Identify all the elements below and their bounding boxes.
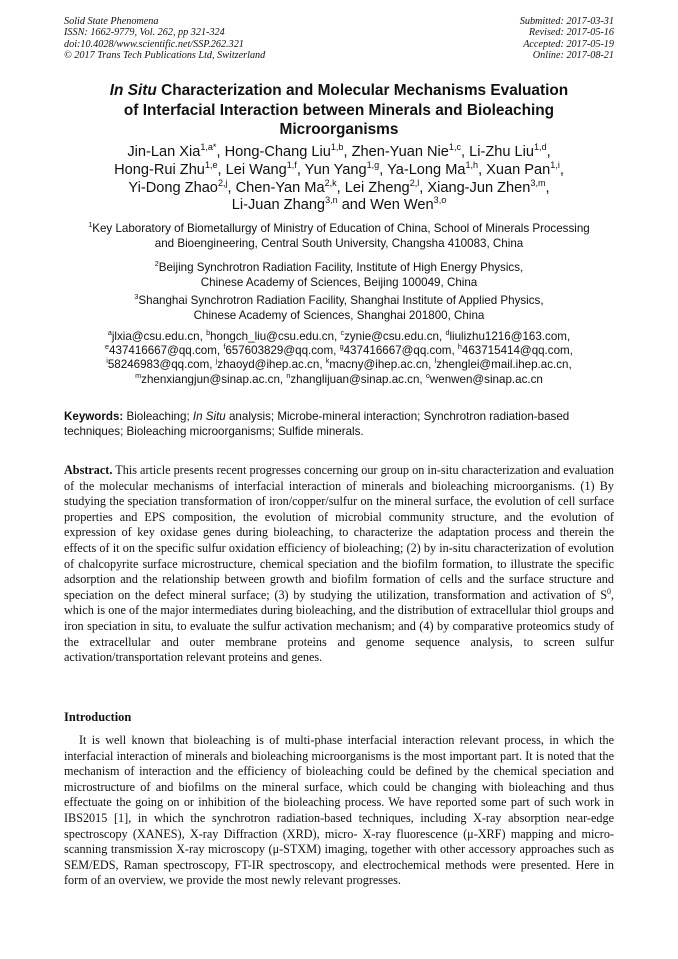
email-link[interactable]: zhenglei@mail.ihep.ac.cn	[436, 358, 569, 372]
email-link[interactable]: wenwen@sinap.ac.cn	[429, 372, 543, 386]
author-name: Yun Yang	[304, 161, 367, 178]
title-line-3: Microorganisms	[279, 121, 399, 139]
email-link[interactable]: hongch_liu@csu.edu.cn	[210, 330, 335, 343]
author-name: Lei Wang	[225, 161, 287, 178]
author-sup: 1,h	[465, 159, 479, 170]
email-link[interactable]: 437416667@qq.com	[109, 344, 217, 358]
author-sup: 1,g	[366, 159, 380, 170]
email-link[interactable]: 58246983@qq.com	[107, 358, 210, 372]
affiliation-number: 1	[88, 220, 93, 230]
author-name: Chen-Yan Ma	[235, 179, 325, 196]
author-name: Yi-Dong Zhao	[128, 179, 218, 196]
date-accepted: Accepted: 2017-05-19	[523, 38, 614, 50]
affiliation-3: $^3$Shanghai Synchrotron Radiation Facility, Shanghai Institute of Applied Physics, Chinese Academy of Sciences, Shanghai 201800, China	[134, 292, 544, 322]
email-link[interactable]: 437416667@qq.com	[343, 344, 452, 358]
author-name: Lei Zheng	[344, 179, 410, 196]
author-sup: 1,f	[286, 159, 297, 170]
email-link[interactable]: 463715414@qq.com	[461, 344, 570, 358]
author-name: Zhen-Yuan Nie	[351, 144, 449, 160]
author-sup: 1,a*	[200, 142, 217, 153]
date-revised: Revised: 2017-05-16	[528, 27, 614, 39]
author-list: Jin-Lan Xia$^{1,a*}$, Hong-Chang Liu$^{1,b}$, Zhen-Yuan Nie$^{1,c}$, Li-Zhu Liu$^{1,d}$, Hong-Rui Zhu$^{1,e}$, Lei Wang$^{1,f}$, Yun Yang$^{1,g}$, Ya-Long Ma$^{1,h}$, Xuan Pan$^{1,i}$, Yi-Dong Zhao$^{2,j}$, Chen-Yan Ma$^{2,k}$, Lei Zheng$^{2,l}$, Xiang-Jun Zhen$^{3,m}$, Li-Juan Zhang$^{3,n}$ and Wen Wen$^{3,o}$	[114, 142, 564, 214]
paper-title	[64, 81, 614, 140]
author-name: Jin-Lan Xia	[127, 144, 201, 160]
journal-name: Solid State Phenomena	[64, 16, 159, 27]
email-link[interactable]: zynie@csu.edu.cn	[344, 330, 439, 343]
date-submitted: Submitted: 2017-03-31	[519, 16, 614, 27]
journal-issn: ISSN: 1662-9779, Vol. 262, pp 321-324	[64, 27, 225, 39]
keywords-label: Keywords:	[64, 410, 124, 423]
author-sup: 1,c	[448, 142, 461, 153]
abstract-text: This article presents recent progresses concerning our group on in-situ characterization and evaluation of the molecular mechanisms of interfacial interaction of minerals and bioleaching microorganisms. (1) By studying the speciation transformation of iron/copper/sulfur on the mineral surface, the evolution of cell surface properties and EPS composition, the evolution of microbial community structure, and the evolution of expression of key oxidase genes during bioleaching, to characterize the adaptation process and therein the effects of it on the specific sulfur oxidation efficiency of bioleaching; (2) by in-situ characterization of evolution of chalcopyrite surface microstructure, chemical speciation and the biofilm formation, to illustrate the specific adsorption and the relationship between growth and biofilm formation of cells and the surface structure and speciation on the defect mineral surface; (3) by studying the utilization, transformation and activation of S	[64, 463, 614, 602]
author-sup: 2,j	[217, 177, 228, 188]
author-name: Hong-Chang Liu	[224, 144, 331, 160]
author-sup: 1,b	[330, 142, 344, 153]
email-link[interactable]: macny@ihep.ac.cn	[329, 358, 429, 372]
author-sup: 3,o	[433, 195, 447, 206]
email-link[interactable]: liulizhu1216@163.com	[449, 330, 567, 343]
author-sup: 1,i	[550, 159, 560, 170]
affiliation-1: $^1$Key Laboratory of Biometallurgy of Ministry of Education of China, School of Minerals Processing and Bioengineering, Central South University, Changsha 410083, China	[88, 220, 590, 250]
affiliation-2: $^2$Beijing Synchrotron Radiation Facility, Institute of High Energy Physics, Chinese Academy of Sciences, Beijing 100049, China	[154, 259, 524, 289]
author-name: Li-Juan Zhang	[231, 197, 326, 214]
author-name: Wen Wen	[370, 197, 434, 214]
abstract: Abstract. This article presents recent progresses concerning our group on in-situ characterization and evaluation of the molecular mechanisms of interfacial interaction of minerals and bioleaching microorganisms. (1) By studying the speciation transformation of iron/copper/sulfur on the mineral surface, the evolution of cell surface properties and EPS composition, the evolution of microbial community structure, and the evolution of expression of key oxidase genes during bioleaching, to characterize the adaptation process and therein the effects of it on the specific sulfur oxidation efficiency of bioleaching; (2) by in-situ characterization of evolution of chalcopyrite surface microstructure, chemical speciation and the biofilm formation, to illustrate the specific adsorption and the relationship between growth and biofilm formation of cells and the surface structure and speciation on the defect mineral surface; (3) by studying the utilization, transformation and activation of $S^0$, which is one of the major intermediates during bioleaching, and the distribution of extracellular thiol groups and iron speciation in situ, to evaluate the sulfur activation mechanism; and (4) by comparative proteomics study of the extracellular and outer membrane proteins and genome sequence analysis, to screen sulfur activation/transportation relevant proteins and genes.	[64, 463, 614, 665]
author-sup: 1,e	[204, 159, 218, 170]
title-italic: In Situ	[109, 82, 157, 99]
author-sup: 1,d	[534, 142, 547, 153]
author-name: Li-Zhu Liu	[469, 144, 535, 160]
abstract-label: Abstract.	[64, 463, 113, 477]
title-line-1: Characterization and Molecular Mechanisms Evaluation	[156, 82, 569, 99]
email-link[interactable]: jlxia@csu.edu.cn	[111, 330, 200, 343]
introduction-paragraph: It is well known that bioleaching is of multi-phase interfacial interaction relevant process, in which the interfacial interaction of minerals and bioleaching microorganisms is the most important part. It is noted that the mechanism of interaction and the efficiency of bioleaching could be defined by the chemical speciation and microstructure of and biofilms on the mineral surface, which could be changing with bioleaching and thus effectuate the going on or inhibition of the bioleaching process. We have reported some part of such work in IBS2015 [1], in which the synchrotron radiation-based techniques, including X-ray absorption near-edge spectroscopy (XANES), X-ray Diffraction (XRD), micro- X-ray fluorescence (μ-XRF) mapping and micro- scanning transmission X-ray microscopy (μ-STXM) imaging, together with other accessory approaches such as SEM/EDS, Raman spectroscopy, FT-IR spectroscopy, and electrochemical methods were presented. Here in form of an overview, we provide the most newly relevant progresses.	[64, 733, 614, 888]
journal-copyright: © 2017 Trans Tech Publications Ltd, Switzerland	[64, 50, 266, 62]
author-name: Xuan Pan	[486, 161, 551, 178]
author-sup: 2,l	[409, 177, 420, 188]
email-link[interactable]: zhenxiangjun@sinap.ac.cn	[141, 372, 280, 386]
title-line-2: of Interfacial Interaction between Minerals and Bioleaching	[123, 101, 555, 119]
author-emails: $^a$jlxia@csu.edu.cn, $^b$hongch_liu@csu.edu.cn, $^c$zynie@csu.edu.cn, $^d$liulizhu1216@163.com, $^e$437416667@qq.com, $^f$657603829@qq.com, $^g$437416667@qq.com, $^h$463715414@qq.com, $^i$58246983@qq.com, $^j$zhaoyd@ihep.ac.cn, $^k$macny@ihep.ac.cn, $^l$zhenglei@mail.ihep.ac.cn, $^m$zhenxiangjun@sinap.ac.cn, $^n$zhanglijuan@sinap.ac.cn, $^o$wenwen@sinap.ac.cn	[105, 328, 573, 386]
section-heading: Introduction	[64, 710, 132, 724]
abstract-text: , which is one of the major intermediates during bioleaching, and the distribution of extracellular thiol groups and iron speciation in situ, to evaluate the sulfur activation mechanism; and (4) by comparative proteomics study of the extracellular and outer membrane proteins and genome sequence analysis, to screen sulfur activation/transportation relevant proteins and genes.	[64, 587, 614, 665]
journal-doi: doi:10.4028/www.scientific.net/SSP.262.321	[64, 38, 244, 50]
journal-info	[64, 16, 265, 62]
email-link[interactable]: zhanglijuan@sinap.ac.cn	[290, 372, 420, 386]
affiliation-number: 2	[154, 259, 159, 269]
keywords: Keywords: Bioleaching; In Situ analysis; Microbe-mineral interaction; Synchrotron radiation-based techniques; Bioleaching microorganisms; Sulfide minerals.	[64, 410, 570, 438]
affiliation-number: 3	[134, 292, 139, 302]
author-sup: 2,k	[324, 177, 337, 188]
author-sup: 3,m	[530, 177, 546, 188]
date-online: Online: 2017-08-21	[532, 50, 614, 62]
author-name: Hong-Rui Zhu	[114, 161, 205, 178]
author-name: Ya-Long Ma	[387, 161, 466, 178]
author-sup: 3,n	[325, 195, 338, 206]
author-name: Xiang-Jun Zhen	[427, 179, 531, 196]
email-link[interactable]: zhaoyd@ihep.ac.cn	[217, 358, 320, 372]
email-link[interactable]: 657603829@qq.com	[225, 344, 334, 358]
submission-dates	[520, 16, 614, 62]
